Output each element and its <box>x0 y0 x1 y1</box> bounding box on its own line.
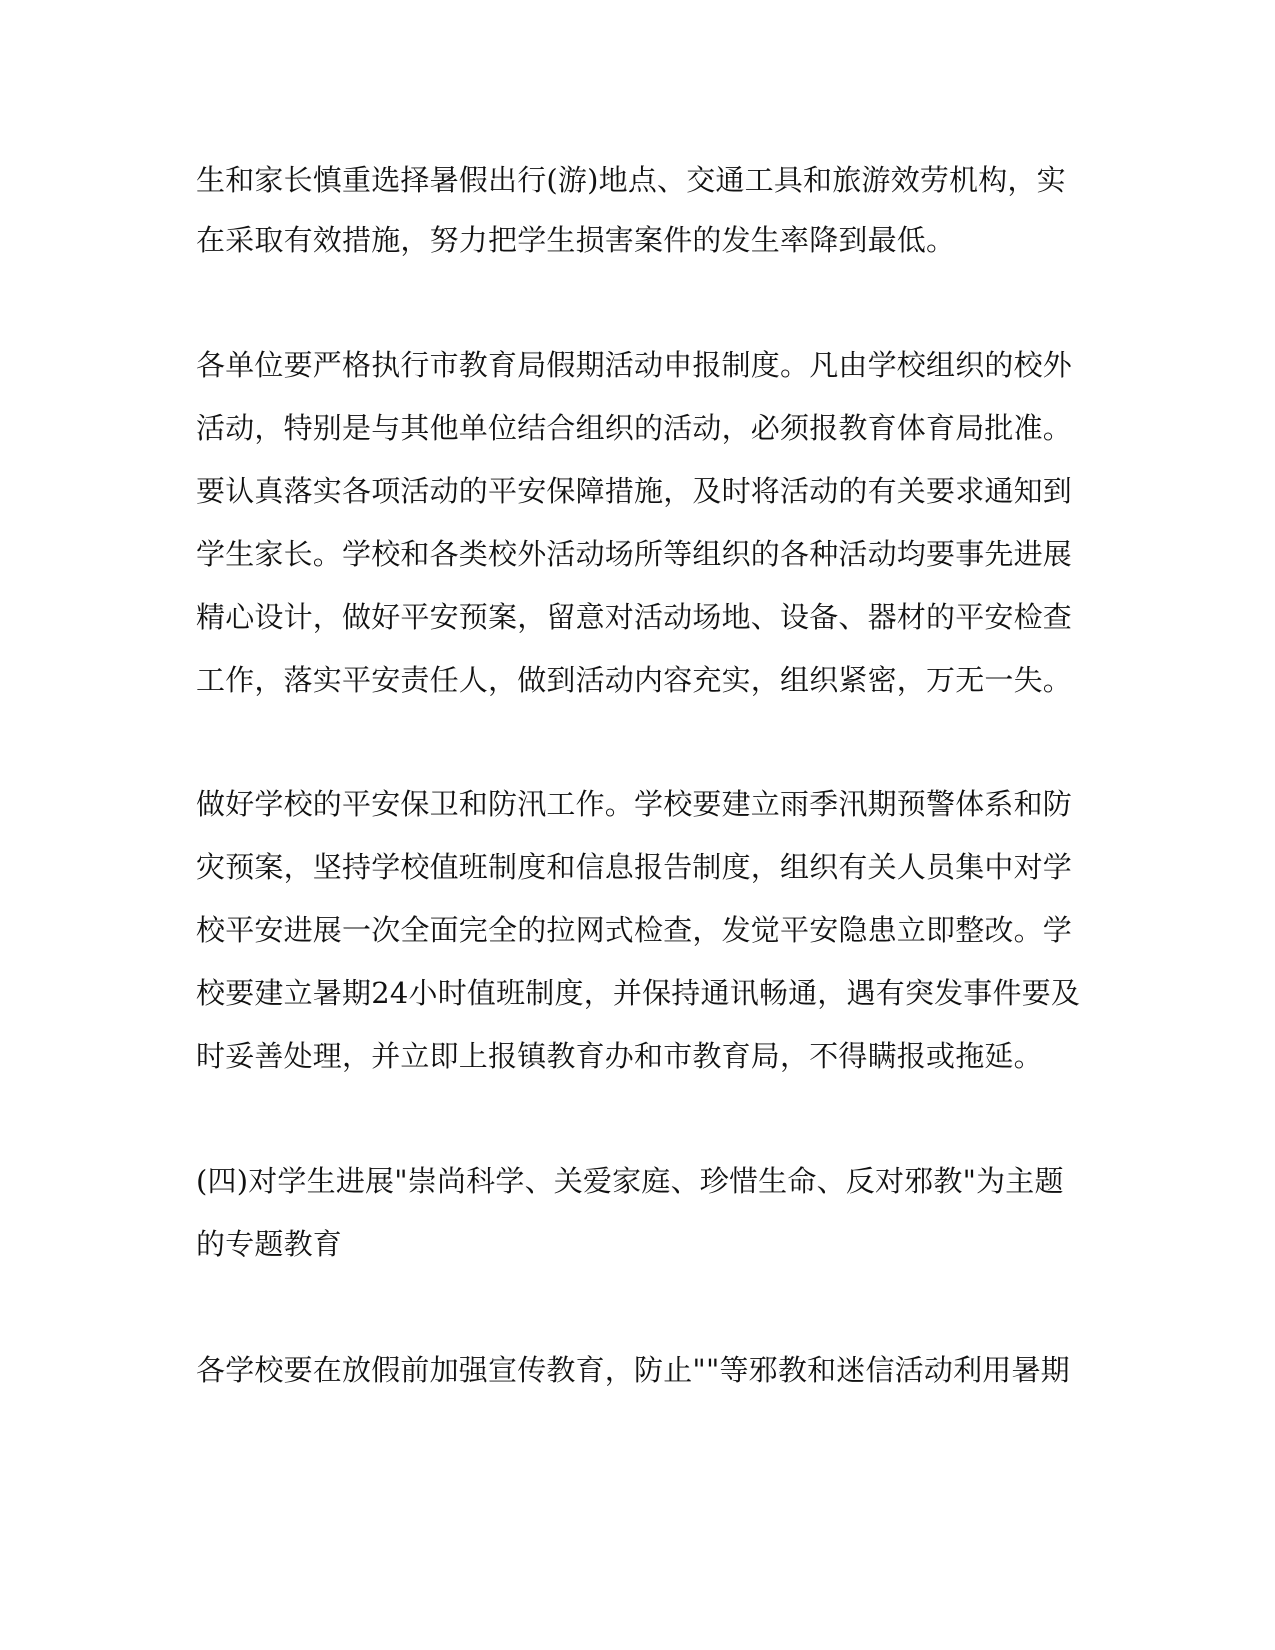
text-line: 时妥善处理，并立即上报镇教育办和市教育局，不得瞒报或拖延。 <box>196 1039 1043 1073</box>
text-line: 学生家长。学校和各类校外活动场所等组织的各种活动均要事先进展 <box>196 537 1073 571</box>
text-line: 校要建立暑期24小时值班制度，并保持通讯畅通，遇有突发事件要及 <box>196 976 1081 1010</box>
text-line: 各单位要严格执行市教育局假期活动申报制度。凡由学校组织的校外 <box>196 348 1073 382</box>
text-line: 要认真落实各项活动的平安保障措施，及时将活动的有关要求通知到 <box>196 474 1073 508</box>
section-heading-line: 的专题教育 <box>196 1227 343 1261</box>
text-line: 灾预案，坚持学校值班制度和信息报告制度，组织有关人员集中对学 <box>196 850 1073 884</box>
text-line: 校平安进展一次全面完全的拉网式检查，发觉平安隐患立即整改。学 <box>196 913 1073 947</box>
text-line: 在采取有效措施，努力把学生损害案件的发生率降到最低。 <box>196 223 956 257</box>
text-line: 各学校要在放假前加强宣传教育，防止""等邪教和迷信活动利用暑期 <box>196 1353 1070 1387</box>
section-heading-line: (四)对学生进展"崇尚科学、关爱家庭、珍惜生命、反对邪教"为主题 <box>196 1164 1064 1198</box>
text-line: 做好学校的平安保卫和防汛工作。学校要建立雨季汛期预警体系和防 <box>196 787 1073 821</box>
text-line: 活动，特别是与其他单位结合组织的活动，必须报教育体育局批准。 <box>196 411 1073 445</box>
text-line: 工作，落实平安责任人，做到活动内容充实，组织紧密，万无一失。 <box>196 663 1073 697</box>
text-line: 生和家长慎重选择暑假出行(游)地点、交通工具和旅游效劳机构，实 <box>196 163 1066 197</box>
text-line: 精心设计，做好平安预案，留意对活动场地、设备、器材的平安检查 <box>196 600 1073 634</box>
